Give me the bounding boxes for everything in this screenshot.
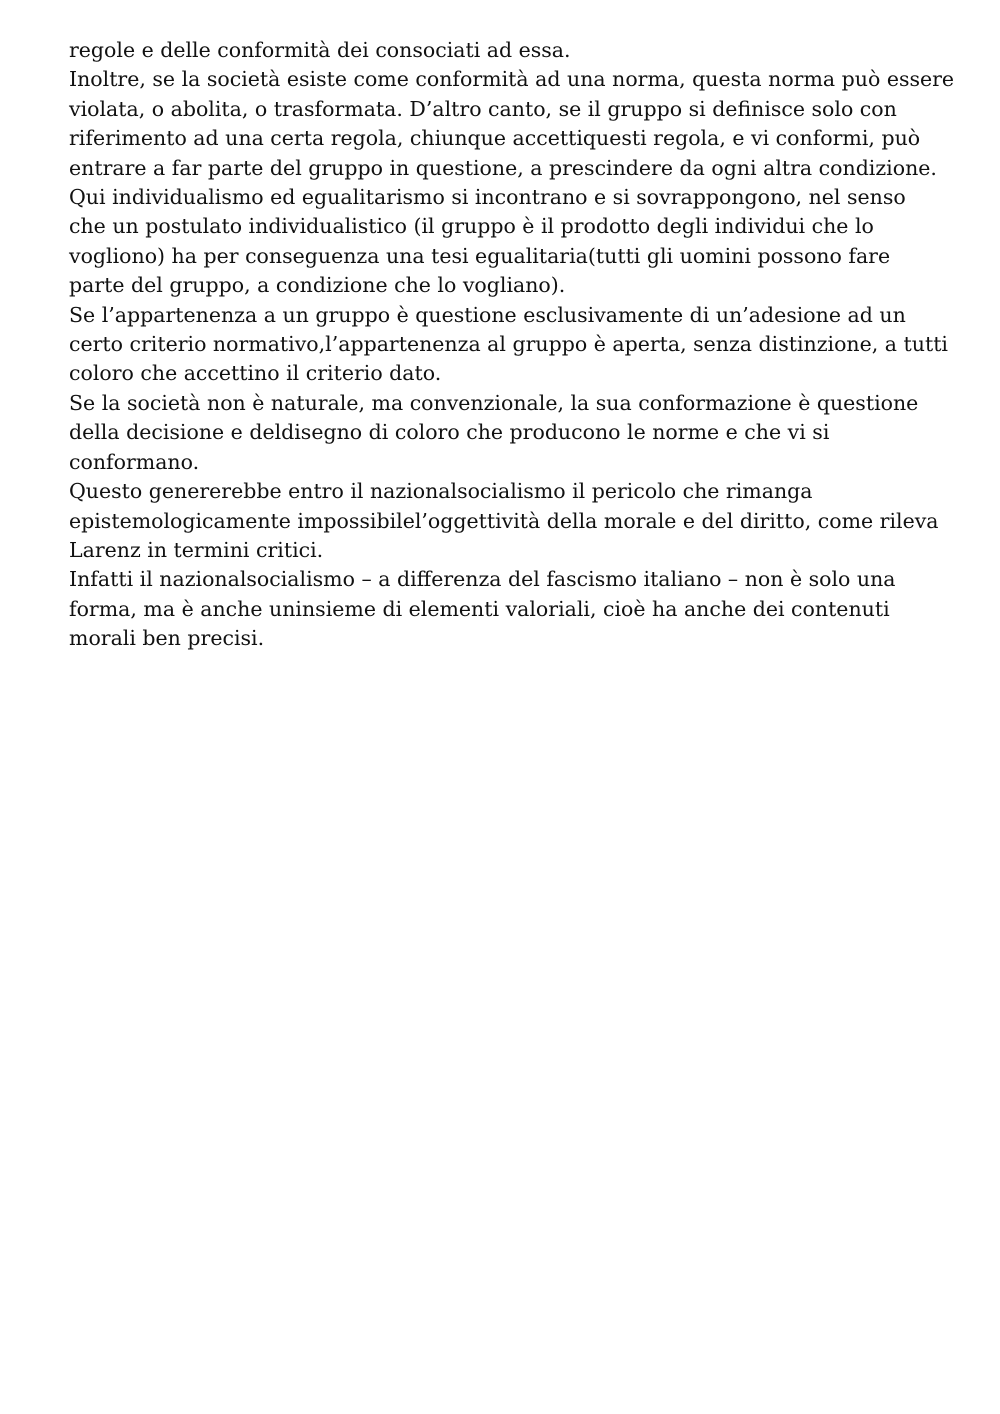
text-line: Se l’appartenenza a un gruppo è questione esclusivamente di un’adesione ad un [69,302,906,327]
text-line: entrare a far parte del gruppo in questione, a prescindere da ogni altra condizione. [69,155,937,180]
text-line: parte del gruppo, a condizione che lo vogliano). [69,273,566,298]
text-line: Larenz in termini critici. [69,537,324,562]
text-line: Questo genererebbe entro il nazionalsocialismo il pericolo che rimanga [69,479,813,504]
text-line: conformano. [69,449,200,474]
text-line: Inoltre, se la società esiste come conformità ad una norma, questa norma può essere [69,67,955,92]
text-line: Qui individualismo ed egualitarismo si incontrano e si sovrappongono, nel senso [69,185,906,210]
text-line: della decisione e deldisegno di coloro che producono le norme e che vi si [69,420,830,445]
text-line: vogliono) ha per conseguenza una tesi egualitaria(tutti gli uomini possono fare [69,243,891,268]
text-line: certo criterio normativo,l’appartenenza al gruppo è aperta, senza distinzione, a tutti [69,332,948,357]
text-line: coloro che accettino il criterio dato. [69,361,442,386]
text-line: forma, ma è anche uninsieme di elementi valoriali, cioè ha anche dei contenuti [69,596,890,621]
text-line: violata, o abolita, o trasformata. D’altro canto, se il gruppo si definisce solo con [69,96,897,121]
text-line: morali ben precisi. [69,626,265,651]
body-text [69,36,955,654]
text-line: riferimento ad una certa regola, chiunque accettiquesti regola, e vi conformi, può [69,126,921,151]
text-line: che un postulato individualistico (il gruppo è il prodotto degli individui che lo [69,214,874,239]
text-line: regole e delle conformità dei consociati ad essa. [69,38,571,62]
text-line: epistemologicamente impossibilel’oggettività della morale e del diritto, come rileva [69,508,939,533]
text-line: Infatti il nazionalsocialismo – a differenza del fascismo italiano – non è solo una [69,567,896,592]
text-line: Se la società non è naturale, ma convenzionale, la sua conformazione è questione [69,390,919,415]
